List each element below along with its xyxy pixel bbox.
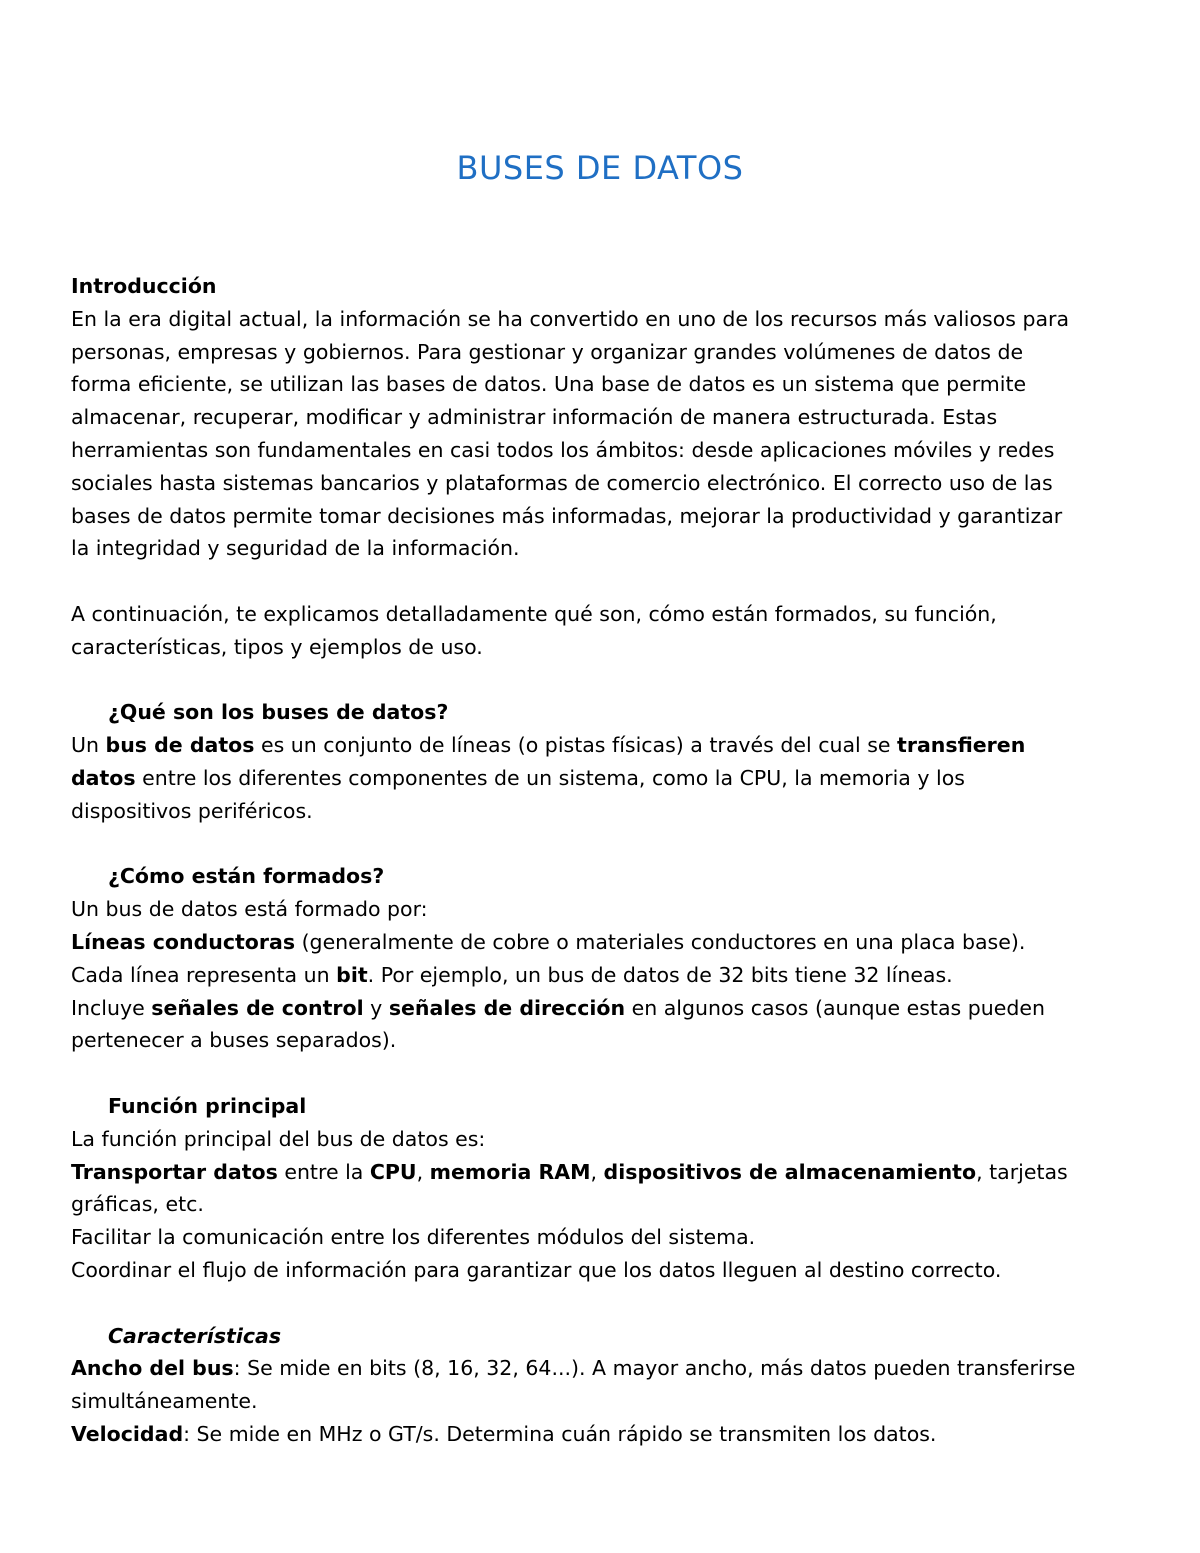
bold-term: Líneas conductoras: [71, 929, 296, 954]
bold-term: dispositivos de almacenamiento: [603, 1159, 977, 1184]
paragraph-line: dispositivos periféricos.: [71, 798, 313, 823]
spacer: [71, 828, 1141, 861]
text-run: en algunos casos (aunque estas pueden: [625, 995, 1045, 1020]
paragraph-line: herramientas son fundamentales en casi todos los ámbitos: desde aplicaciones móviles y redes: [71, 437, 1055, 462]
text-run: Incluye: [71, 995, 152, 1020]
paragraph-line: [71, 1156, 1141, 1189]
text-run: Un: [71, 733, 106, 758]
paragraph-line: [71, 959, 1141, 992]
text-run: . Por ejemplo, un bus de datos de 32 bits tiene 32 líneas.: [367, 962, 953, 987]
text-run: , tarjetas: [976, 1159, 1068, 1184]
paragraph-line: En la era digital actual, la información se ha convertido en uno de los recursos más valiosos para: [71, 306, 1070, 331]
text-run: entre la: [277, 1159, 370, 1184]
section-heading-que-son: ¿Qué son los buses de datos?: [108, 700, 449, 725]
paragraph-line: [71, 992, 1141, 1025]
paragraph-line: personas, empresas y gobiernos. Para gestionar y organizar grandes volúmenes de datos de: [71, 339, 1024, 364]
text-run: ,: [416, 1159, 430, 1184]
bold-term: bus de datos: [105, 733, 255, 758]
paragraph-line: [71, 729, 1141, 762]
bold-term: señales de dirección: [388, 995, 626, 1020]
paragraph-line: la integridad y seguridad de la información.: [71, 536, 520, 561]
paragraph-line: [71, 1418, 1141, 1451]
bold-term: Transportar datos: [71, 1159, 278, 1184]
text-run: : Se mide en MHz o GT/s. Determina cuán rápido se transmiten los datos.: [183, 1421, 937, 1446]
paragraph-line: Facilitar la comunicación entre los diferentes módulos del sistema.: [71, 1225, 756, 1250]
paragraph-line: bases de datos permite tomar decisiones más informadas, mejorar la productividad y garantizar: [71, 503, 1063, 528]
text-run: ,: [590, 1159, 604, 1184]
paragraph-line: La función principal del bus de datos es:: [71, 1126, 486, 1151]
bold-term: bit: [336, 962, 368, 987]
bold-term: memoria RAM: [429, 1159, 591, 1184]
section-heading-intro: Introducción: [71, 274, 217, 298]
paragraph-line: simultáneamente.: [71, 1389, 258, 1414]
paragraph-line: pertenecer a buses separados).: [71, 1028, 397, 1053]
text-run: es un conjunto de líneas (o pistas físicas) a través del cual se: [254, 733, 898, 758]
bold-term: Velocidad: [71, 1421, 184, 1446]
section-heading-como-estan: ¿Cómo están formados?: [108, 864, 385, 889]
bold-term: señales de control: [151, 995, 364, 1020]
text-run: y: [363, 995, 389, 1020]
document-title: BUSES DE DATOS: [456, 149, 744, 187]
paragraph-line: A continuación, te explicamos detalladamente qué son, cómo están formados, su función,: [71, 601, 997, 626]
paragraph-line: forma eficiente, se utilizan las bases de datos. Una base de datos es un sistema que permite: [71, 372, 1027, 397]
spacer: [71, 1057, 1141, 1090]
paragraph-line: sociales hasta sistemas bancarios y plataformas de comercio electrónico. El correcto uso de las: [71, 470, 1053, 495]
paragraph-line: [71, 1352, 1141, 1385]
spacer: [71, 565, 1141, 598]
paragraph-line: gráficas, etc.: [71, 1192, 204, 1217]
section-heading-caracteristicas: Características: [108, 1323, 282, 1348]
bold-term: transfieren: [897, 733, 1026, 758]
text-run: (generalmente de cobre o materiales conductores en una placa base).: [295, 929, 1026, 954]
paragraph-line: características, tipos y ejemplos de uso.: [71, 634, 483, 659]
paragraph-line: Coordinar el flujo de información para garantizar que los datos lleguen al destino correcto.: [71, 1257, 1002, 1282]
text-run: : Se mide en bits (8, 16, 32, 64...). A mayor ancho, más datos pueden transferirse: [233, 1356, 1076, 1381]
bold-term: datos: [71, 765, 136, 790]
paragraph-line: almacenar, recuperar, modificar y administrar información de manera estructurada. Estas: [71, 405, 998, 430]
document-body: [71, 270, 1141, 1451]
spacer: [71, 664, 1141, 697]
section-heading-funcion: Función principal: [108, 1093, 307, 1118]
bold-term: CPU: [369, 1159, 417, 1184]
paragraph-line: Un bus de datos está formado por:: [71, 897, 428, 922]
bold-term: Ancho del bus: [71, 1356, 234, 1381]
spacer: [71, 1287, 1141, 1320]
text-run: entre los diferentes componentes de un sistema, como la CPU, la memoria y los: [135, 765, 965, 790]
paragraph-line: [71, 762, 1141, 795]
paragraph-line: [71, 926, 1141, 959]
text-run: Cada línea representa un: [71, 962, 337, 987]
